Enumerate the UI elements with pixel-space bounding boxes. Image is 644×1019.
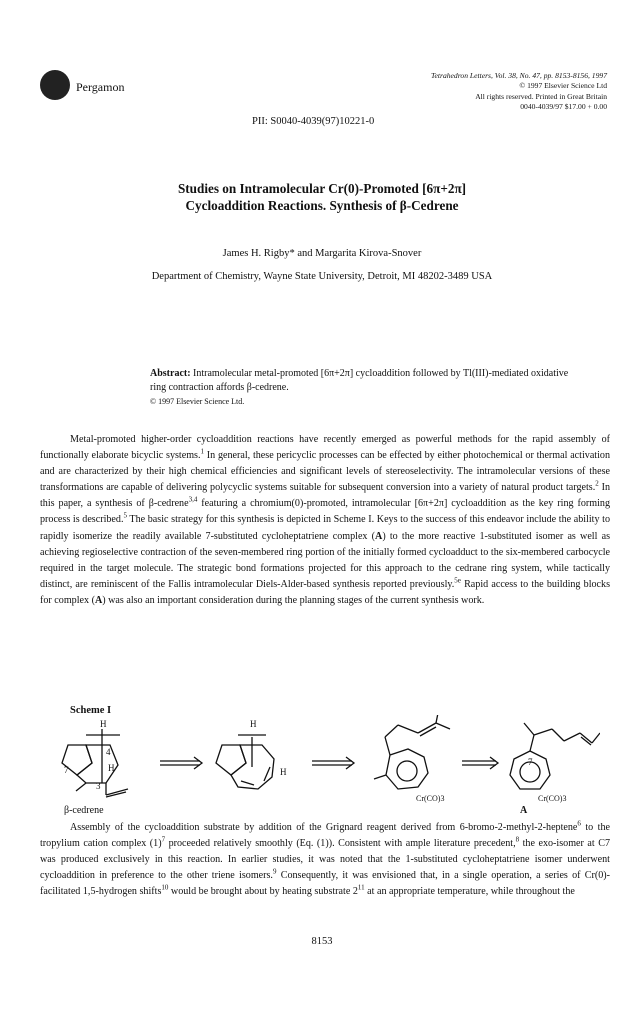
text: In this paper, a synthesis of β-cedrene: [40, 482, 610, 510]
compound-A-label: A: [520, 805, 528, 815]
reference: 5e: [454, 576, 461, 585]
atom-number: 3: [96, 781, 101, 791]
retrosynthesis-arrow: [312, 757, 354, 769]
atom-number: 7: [64, 765, 69, 775]
text: Assembly of the cycloaddition substrate by addition of the Grignard reagent derived from 6-bromo-2-methyl-2-heptene: [70, 822, 578, 833]
abstract-text: Intramolecular metal-promoted [6π+2π] cycloaddition followed by Tl(III)-mediated oxidative ring contraction affords β-cedrene.: [150, 368, 569, 393]
body-paragraph-1: [40, 432, 610, 609]
complex-A-structure: [510, 723, 600, 789]
page-number: 8153: [311, 936, 333, 947]
affiliation: Department of Chemistry, Wayne State University, Detroit, MI 48202-3489 USA: [151, 271, 493, 282]
text: The basic strategy for this synthesis is depicted in Scheme I. Keys to the success of this endeavor include the ability to rapidly isomerize the readily available 7-substituted cycloheptatriene complex (: [40, 514, 611, 542]
scheme-title: Scheme I: [70, 705, 112, 716]
publisher-name: Pergamon: [76, 80, 125, 94]
compound-label: A: [375, 530, 383, 542]
compound-label: A: [94, 594, 103, 606]
retrosynthesis-arrow: [160, 757, 202, 769]
text: Metal-promoted higher-order cycloaddition reactions have recently emerged as powerful methods for the rapid assembly of functionally elaborate bicyclic systems.: [40, 434, 610, 462]
atom-number: 4: [106, 747, 111, 757]
abstract-label: Abstract:: [150, 368, 191, 379]
publisher-logo: [40, 70, 70, 100]
title-line-1: Studies on Intramolecular Cr(0)-Promoted [6π+2π]: [177, 181, 467, 196]
journal-issn: 0040-4039/97 $17.00 + 0.00: [520, 102, 607, 112]
journal-citation: Tetrahedron Letters, Vol. 38, No. 47, pp. 8153-8156, 1997: [431, 71, 607, 80]
text: Rapid access to the building blocks for complex (: [40, 578, 610, 606]
atom-H: H: [100, 719, 107, 729]
abstract: [150, 367, 570, 409]
reference: 6: [577, 819, 581, 828]
retrosynthesis-arrow: [462, 757, 498, 769]
text: In general, these pericyclic processes can be effected by either photochemical or thermal activation and are characterized by their high chemical efficiencies and significant levels of stereoselectivity. The intramolecular versions of these transformations are capable of delivering polycyclic systems suitable for subsequent conversion into a variety of natural product targets.: [40, 450, 611, 494]
reference: 1: [200, 447, 205, 456]
journal-info: [431, 71, 607, 113]
paper-title: [80, 180, 564, 214]
cycloadduct-structure: [216, 735, 274, 789]
reference: 8: [515, 835, 520, 844]
chromium-label: Cr(CO)3: [416, 794, 445, 803]
body-paragraph-2: [40, 820, 610, 900]
text: to the tropylium cation complex (1): [40, 822, 610, 850]
atom-H: H: [280, 767, 287, 777]
text: the exo-isomer at C7 was produced exclusively in this reaction. In earlier studies, it was noted that the 1-substituted cycloheptatriene isomer underwent cycloaddition in preference to the other triene isomers.: [40, 838, 610, 882]
text: featuring a chromium(0)-promoted, intramolecular [6π+2π] cycloaddition as the key ring forming process is described.: [40, 498, 610, 526]
reference: 5: [123, 512, 127, 521]
abstract-copyright: © 1997 Elsevier Science Ltd.: [150, 397, 245, 406]
triene-complex-structure: [374, 715, 450, 789]
journal-rights: All rights reserved. Printed in Great Britain: [475, 91, 607, 101]
reference: 3,4: [188, 496, 198, 505]
atom-H: H: [250, 719, 257, 729]
chromium-label: Cr(CO)3: [538, 794, 567, 803]
text: Consequently, it was envisioned that, in a single operation, a series of Cr(0)-facilitated 1,5-hydrogen shifts: [40, 870, 611, 898]
beta-cedrene-label: β-cedrene: [64, 805, 104, 815]
pii: PII: S0040-4039(97)10221-0: [252, 116, 375, 127]
scheme-diagram: [40, 715, 600, 815]
reference: 9: [272, 867, 277, 876]
atom-H: H: [108, 763, 115, 773]
journal-copyright: © 1997 Elsevier Science Ltd: [519, 81, 607, 91]
reference: 2: [595, 479, 599, 488]
authors: James H. Rigby* and Margarita Kirova-Snover: [222, 248, 422, 259]
text: ) was also an important consideration during the planning stages of the current synthesis work.: [102, 594, 485, 606]
atom-number: 7: [528, 757, 533, 767]
reference: 7: [161, 835, 166, 844]
reference: 10: [161, 884, 169, 893]
title-line-2: Cycloaddition Reactions. Synthesis of β-Cedrene: [185, 198, 459, 213]
reference: 11: [357, 884, 365, 893]
beta-cedrene-structure: [62, 729, 128, 797]
text: ) to the more reactive 1-substituted isomer as well as achieving regioselective contraction of the seven-membered ring portion of the initially formed cycloadduct to the six-membered carbocycle required in the target molecule. The strategic bond formations projected for this approach to the cedrane ring system, while tactically distinct, are reminiscent of the Fallis intramolecular Diels-Alder-based synthesis reported previously.: [40, 530, 610, 590]
text: proceeded relatively smoothly (Eq. (1)). Consistent with ample literature precedent,: [165, 838, 516, 850]
text: would be brought about by heating substrate 2: [168, 886, 358, 898]
text: at an appropriate temperature, while throughout the: [364, 886, 575, 898]
